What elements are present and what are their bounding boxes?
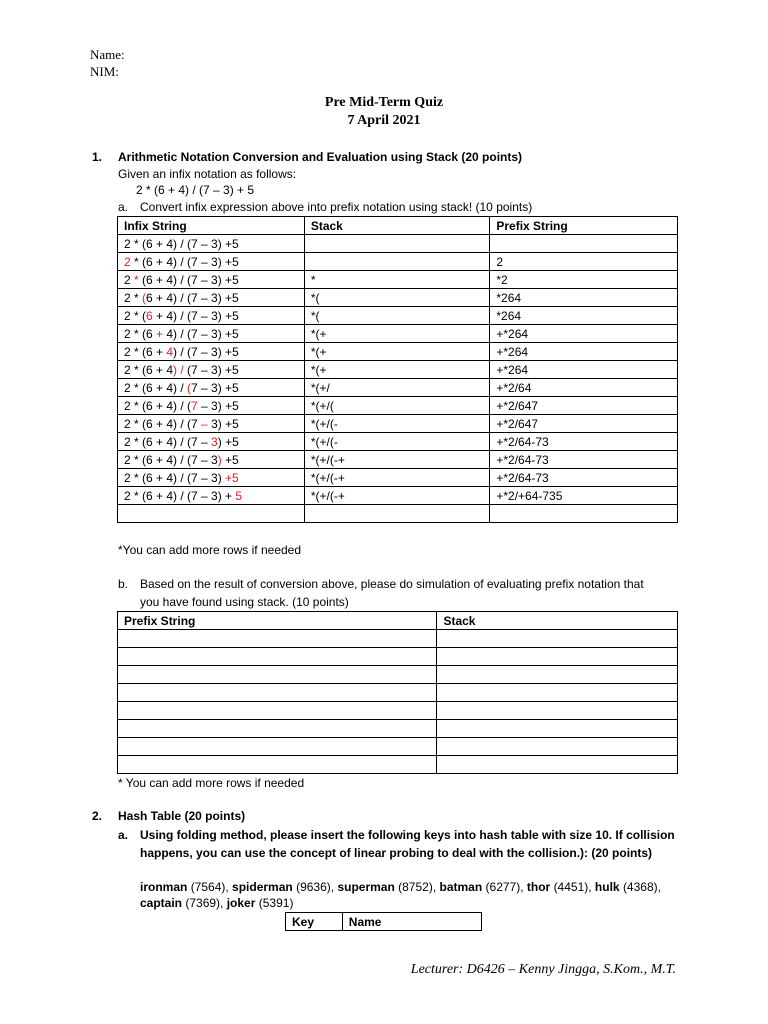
infix-cell [118,451,305,469]
hash-key-name: captain [140,896,183,910]
prefix-cell: +*2/647 [490,415,678,433]
stack-cell: *(+ [304,343,490,361]
q2a-letter: a. [118,828,129,842]
table-row [118,738,678,756]
table-row [118,379,678,397]
infix-cell [118,325,305,343]
infix-after: 6 + 4) / (7 – 3) +5 [146,290,239,305]
q1-expression: 2 * (6 + 4) / (7 – 3) + 5 [136,183,255,197]
table-row [118,630,678,648]
infix-cell [118,361,305,379]
infix-current-token: ( [142,290,147,305]
table-header-row [286,913,482,931]
q1b-text-line2: you have found using stack. (10 points) [140,595,349,609]
table-row [118,720,678,738]
stack-cell [437,720,678,738]
hash-key-name: joker [226,896,256,910]
infix-cell [118,235,305,253]
table-row [118,343,678,361]
infix-after: (7 – 3) +5 [183,362,239,377]
name-label: Name: [90,47,125,62]
hash-key-value: (6277) [485,880,521,894]
q1a-text: Convert infix expression above into prefix notation using stack! (10 points) [140,200,533,214]
infix-current-token: 6 [146,308,153,323]
prefix-cell: +*264 [490,343,678,361]
hash-key-value: (7369) [185,896,221,910]
table-row [118,325,678,343]
q1b-text-line1: Based on the result of conversion above, please do simulation of evaluating prefix notation that [140,577,644,591]
stack-cell: *( [304,307,490,325]
hash-key-value: (8752) [398,880,433,894]
stack-cell: *( [304,289,490,307]
table-row [118,505,678,523]
table-row [118,433,678,451]
student-info [90,46,125,80]
column-header-key: Key [286,913,343,931]
stack-cell: * [304,271,490,289]
table-row [118,702,678,720]
prefix-cell: +*2/64-73 [490,433,678,451]
infix-after: + 4) / (7 – 3) +5 [152,308,239,323]
hash-key-name: spiderman [232,880,293,894]
prefix-string-cell [118,684,437,702]
prefix-cell: +*264 [490,361,678,379]
hash-table [285,912,482,931]
infix-after: * (6 + 4) / (7 – 3) +5 [130,254,239,269]
infix-after: +5 [221,452,239,467]
stack-cell: *(+ [304,361,490,379]
hash-key-value: (7564) [190,880,226,894]
lecturer-footer: Lecturer: D6426 – Kenny Jingga, S.Kom., M.T. [410,962,676,977]
prefix-cell [490,505,678,523]
table-row [118,666,678,684]
prefix-string-cell [118,756,437,774]
table-row [118,756,678,774]
infix-cell [118,307,305,325]
q2a-text-line1: Using folding method, please insert the following keys into hash table with size 10. If collision [140,828,675,842]
column-header-prefix-string: Prefix String [118,612,437,630]
stack-cell [437,756,678,774]
stack-cell [304,253,490,271]
table-row [118,289,678,307]
quiz-date: 7 April 2021 [347,113,421,128]
stack-cell [437,684,678,702]
infix-before: 2 * [124,290,143,305]
hash-key-name: superman [337,880,395,894]
stack-cell [437,648,678,666]
stack-cell [304,505,490,523]
prefix-cell: *264 [490,307,678,325]
prefix-cell: 2 [490,253,678,271]
prefix-string-cell [118,720,437,738]
infix-before: 2 * (6 + 4) / [124,380,188,395]
table-row [118,361,678,379]
column-header-name: Name [342,913,481,931]
q2-heading: Hash Table (20 points) [118,809,246,823]
infix-cell [118,487,305,505]
infix-current-token: ( [187,380,192,395]
q2-number: 2. [92,809,103,823]
stack-cell: *(+/( [304,397,490,415]
infix-current-token: 7 [191,398,198,413]
prefix-string-cell [118,630,437,648]
infix-cell [118,397,305,415]
prefix-cell: +*2/+64-735 [490,487,678,505]
stack-cell: *(+/ [304,379,490,397]
infix-cell [118,253,305,271]
stack-cell [437,630,678,648]
quiz-title: Pre Mid-Term Quiz [324,95,444,110]
conversion-table [117,216,678,523]
infix-cell [118,379,305,397]
infix-current-token: 3 [211,434,218,449]
prefix-cell: +*2/64-73 [490,451,678,469]
column-header-prefix: Prefix String [490,217,678,235]
infix-current-token: 2 [124,254,131,269]
infix-before: 2 * (6 + 4) / (7 – [124,434,212,449]
hash-key-name: ironman [140,880,188,894]
table-row [118,487,678,505]
stack-cell: *(+/(-+ [304,469,490,487]
stack-cell: *(+/(-+ [304,487,490,505]
infix-before: 2 * ( [124,308,147,323]
infix-before: 2 * (6 + 4 [124,362,174,377]
q1-heading: Arithmetic Notation Conversion and Evaluation using Stack (20 points) [118,150,523,164]
prefix-cell: *2 [490,271,678,289]
stack-cell [437,666,678,684]
q1-intro: Given an infix notation as follows: [118,167,297,181]
prefix-cell: +*2/647 [490,397,678,415]
prefix-string-cell [118,648,437,666]
column-header-stack: Stack [437,612,678,630]
infix-after: 3) +5 [207,416,239,431]
hash-key-value: (5391) [258,896,294,910]
prefix-cell: *264 [490,289,678,307]
infix-current-token: ) / [173,362,184,377]
page-title [0,94,768,130]
stack-cell [437,702,678,720]
infix-current-token: +5 [225,470,239,485]
table-row [118,684,678,702]
column-header-stack: Stack [304,217,490,235]
infix-after: (6 + 4) / (7 – 3) +5 [138,272,239,287]
table-row [118,235,678,253]
infix-cell [118,415,305,433]
infix-cell [118,289,305,307]
hash-key-value: (4368) [622,880,658,894]
infix-after: – 3) +5 [197,398,239,413]
infix-cell [118,433,305,451]
q1-number: 1. [92,150,103,164]
stack-cell: *(+/(- [304,433,490,451]
stack-cell: *(+/(-+ [304,451,490,469]
infix-cell [118,505,305,523]
prefix-cell: +*2/64 [490,379,678,397]
infix-current-token: ) [217,452,222,467]
prefix-string-cell [118,738,437,756]
prefix-cell [490,235,678,253]
table-row [118,253,678,271]
infix-after: ) +5 [217,434,239,449]
table-header-row [118,612,678,630]
table-row [118,415,678,433]
table-header-row [118,217,678,235]
table-row [118,648,678,666]
table-row [118,451,678,469]
infix-before: 2 * (6 + 4) / (7 [124,416,202,431]
infix-after: 4) / (7 – 3) +5 [163,326,239,341]
infix-current-token: 5 [235,488,243,503]
infix-cell [118,343,305,361]
q1a-letter: a. [118,200,129,214]
table-row [118,397,678,415]
prefix-cell: +*264 [490,325,678,343]
infix-current-token: 4 [166,344,174,359]
hash-keys-line1: ironman (7564), spiderman (9636), superman (8752), batman (6277), thor (4451), hulk (4368), [140,880,661,894]
q1b-letter: b. [118,577,129,591]
hash-key-name: batman [439,880,483,894]
infix-before: 2 * (6 + 4) / (7 – 3 [124,452,218,467]
stack-cell [304,235,490,253]
q2a-text-line2: happens, you can use the concept of linear probing to deal with the collision.): (20 points) [140,846,653,860]
hash-key-name: hulk [594,880,620,894]
infix-after: ) / (7 – 3) +5 [173,344,239,359]
evaluation-table [117,611,678,774]
q1a-note: *You can add more rows if needed [118,543,302,557]
prefix-cell: +*2/64-73 [490,469,678,487]
prefix-string-cell [118,666,437,684]
infix-cell [118,469,305,487]
stack-cell: *(+/(- [304,415,490,433]
hash-keys-line2: captain (7369), joker (5391) [140,896,294,910]
hash-key-name: thor [526,880,551,894]
hash-key-value: (9636) [296,880,331,894]
infix-before: 2 * (6 [124,326,157,341]
infix-cell [118,271,305,289]
infix-before: 2 * (6 + 4) / (7 – 3) +5 [124,236,239,251]
table-row [118,307,678,325]
hash-key-value: (4451) [553,880,589,894]
table-row [118,469,678,487]
nim-label: NIM: [90,64,119,79]
stack-cell: *(+ [304,325,490,343]
infix-before: 2 * (6 + 4) / ( [124,398,192,413]
infix-current-token: * [134,272,139,287]
table-row [118,271,678,289]
infix-before: 2 * (6 + [124,344,167,359]
column-header-infix: Infix String [118,217,305,235]
q1b-note: * You can add more rows if needed [118,776,305,790]
infix-current-token: + [156,326,164,341]
infix-before: 2 [124,272,135,287]
stack-cell [437,738,678,756]
infix-after: 7 – 3) +5 [191,380,239,395]
infix-current-token: – [201,416,208,431]
prefix-string-cell [118,702,437,720]
infix-before: 2 * (6 + 4) / (7 – 3) + [124,488,236,503]
infix-before: 2 * (6 + 4) / (7 – 3) [124,470,226,485]
